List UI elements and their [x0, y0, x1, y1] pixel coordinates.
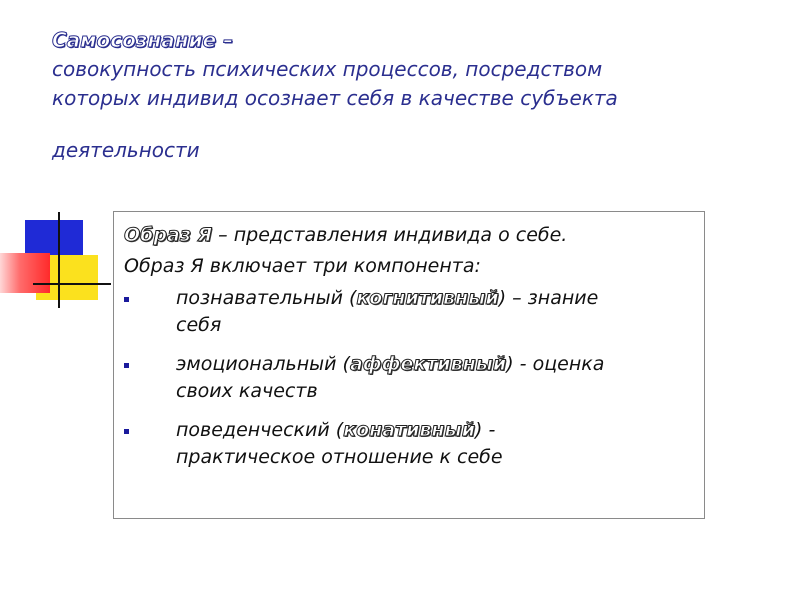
- self-image-definition-text: – представления индивида о себе.: [212, 224, 568, 246]
- bullet-square-icon: [124, 297, 129, 302]
- component-suffix: ) -: [475, 419, 496, 441]
- decor-horizontal-line: [33, 283, 111, 285]
- bullet-square-icon: [124, 363, 129, 368]
- list-item: [124, 351, 694, 405]
- self-image-term: Образ Я: [124, 224, 213, 246]
- title-definition-line3: деятельности: [52, 138, 200, 162]
- component-prefix: эмоциональный (: [176, 353, 350, 375]
- component-continuation: своих качеств: [176, 380, 318, 402]
- content-box: [113, 211, 705, 519]
- component-term: аффективный: [349, 353, 507, 375]
- title-term: Самосознание –: [52, 28, 234, 52]
- component-continuation: себя: [176, 314, 222, 336]
- components-intro: Образ Я включает три компонента:: [124, 255, 481, 277]
- bullet-square-icon: [124, 429, 129, 434]
- decor-red-square: [0, 253, 50, 293]
- component-term: когнитивный: [356, 287, 499, 309]
- title-definition-line1: совокупность психических процессов, посредством: [52, 57, 603, 81]
- list-item: [124, 285, 694, 339]
- decor-vertical-line: [58, 212, 60, 308]
- component-prefix: познавательный (: [176, 287, 357, 309]
- component-continuation: практическое отношение к себе: [176, 446, 503, 468]
- component-suffix: ) – знание: [498, 287, 599, 309]
- title-definition-line2: которых индивид осознает себя в качестве субъекта: [52, 86, 618, 110]
- components-list: [124, 285, 694, 471]
- component-term: конативный: [343, 419, 476, 441]
- component-prefix: поведенческий (: [176, 419, 344, 441]
- list-item: [124, 417, 694, 471]
- slide-title: [52, 26, 752, 165]
- self-image-definition: [124, 220, 694, 251]
- component-suffix: ) - оценка: [506, 353, 605, 375]
